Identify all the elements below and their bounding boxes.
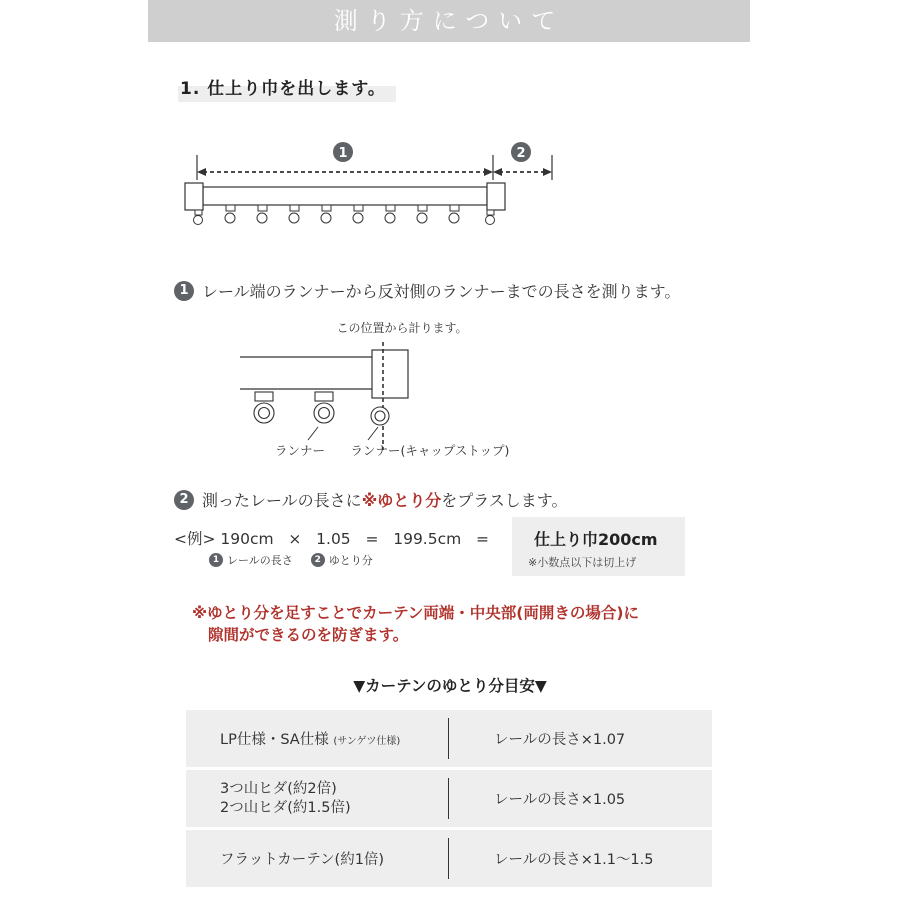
column-divider — [448, 718, 449, 759]
badge-1-icon: 1 — [209, 553, 223, 567]
finished-width-result: 仕上り巾200cm — [534, 530, 658, 549]
page-title: 測り方について — [148, 0, 750, 42]
badge-1-text: 1 — [338, 146, 348, 161]
point2-row — [174, 488, 568, 511]
guide-title: ▼カーテンのゆとり分目安▼ — [353, 677, 547, 695]
measure-position-label: この位置から計ります。 — [336, 321, 468, 335]
row-label-small: (サンゲツ仕様) — [333, 736, 401, 747]
runner-group — [194, 205, 495, 225]
row-label-line2: 2つ山ヒダ(約1.5倍) — [220, 799, 351, 816]
example-labels — [209, 552, 373, 568]
dim-arrow — [197, 168, 206, 176]
capstop-label: ランナー(キャップストップ) — [350, 443, 510, 458]
table-row — [186, 830, 712, 887]
runner-icon — [195, 210, 202, 215]
badge-2-text: 2 — [516, 146, 526, 161]
row-label: LP仕様・SA仕様 — [220, 732, 329, 748]
runner-icon — [255, 392, 273, 401]
dim-arrow — [484, 168, 493, 176]
end-cap-right — [487, 183, 505, 210]
row-label-line1: 3つ山ヒダ(約2倍) — [220, 780, 337, 797]
leader-line — [308, 427, 318, 440]
rail-length-label: レールの長さ — [227, 554, 293, 567]
point1-text: レール端のランナーから反対側のランナーまでの長さを測ります。 — [202, 282, 681, 301]
warning-line-1: ※ゆとり分を足すことでカーテン両端・中央部(両開きの場合)に — [192, 604, 639, 622]
step1-title: 1. 仕上り巾を出します。 — [180, 79, 386, 99]
point2-text-after: をプラスします。 — [441, 491, 568, 510]
row-value: レールの長さ×1.1〜1.5 — [494, 852, 654, 868]
warning-line-2: 隙間ができるのを防ぎます。 — [208, 626, 409, 644]
runner-icon — [315, 392, 333, 401]
dim-arrow — [543, 168, 552, 176]
runner-detail-diagram — [230, 312, 560, 472]
end-cap-left — [185, 183, 203, 210]
leader-line — [368, 427, 378, 440]
column-divider — [448, 778, 449, 819]
point2-text-before: 測ったレールの長さに — [202, 491, 362, 510]
rail-body — [203, 187, 487, 205]
end-cap — [372, 350, 408, 398]
column-divider — [448, 838, 449, 879]
rail-diagram — [170, 130, 570, 240]
point1-row — [174, 279, 680, 302]
badge-1-icon: 1 — [174, 281, 194, 301]
row-value: レールの長さ×1.05 — [494, 792, 626, 808]
runner-icon — [194, 216, 203, 225]
badge-2-icon: 2 — [174, 490, 194, 510]
row-value: レールの長さ×1.07 — [494, 732, 626, 748]
runner-label: ランナー — [274, 443, 326, 458]
allowance-label: ゆとり分 — [328, 554, 373, 567]
rounding-note: ※小数点以下は切上げ — [528, 556, 637, 569]
dim-arrow — [493, 168, 502, 176]
badge-2-icon: 2 — [311, 553, 325, 567]
point2-text-emph: ※ゆとり分 — [361, 491, 442, 510]
example-formula: <例> 190cm × 1.05 = 199.5cm = — [174, 530, 489, 548]
table-row — [186, 710, 712, 767]
table-row — [186, 770, 712, 827]
row-label: フラットカーテン(約1倍) — [220, 852, 385, 868]
